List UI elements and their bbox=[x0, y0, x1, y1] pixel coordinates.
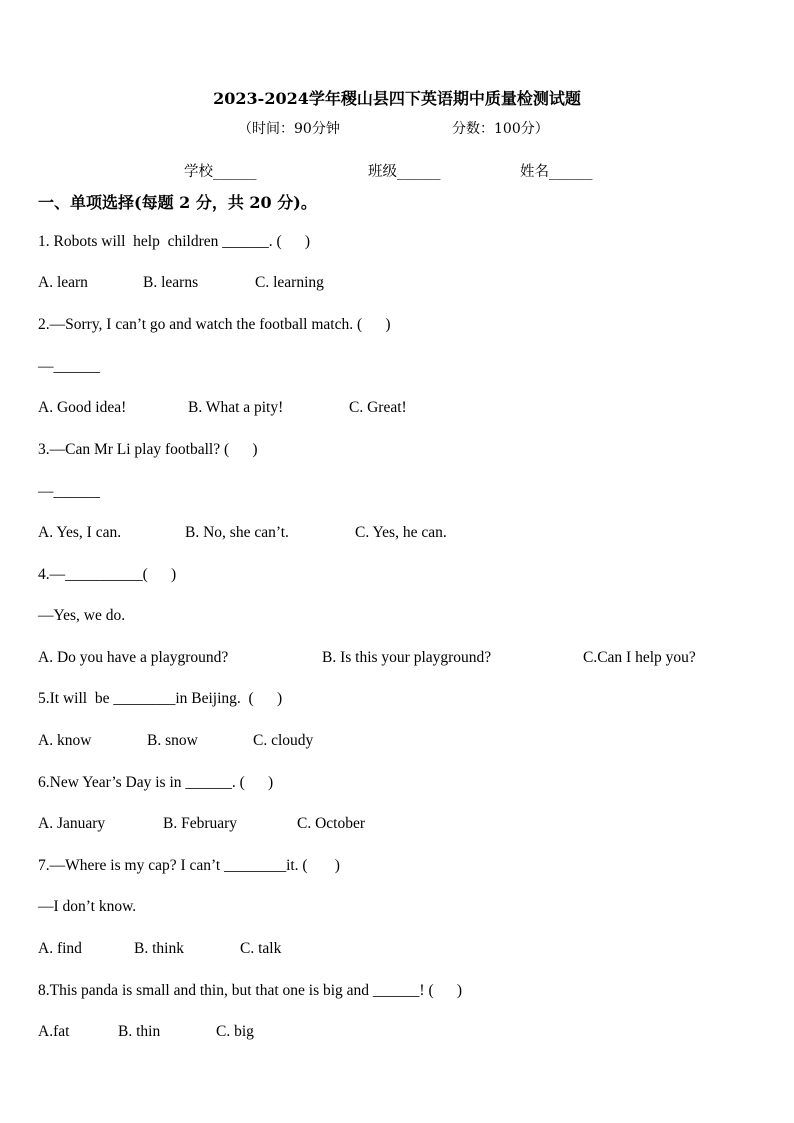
question-7-option-b: B. think bbox=[134, 940, 184, 957]
page-title: 2023-2024学年稷山县四下英语期中质量检测试题 bbox=[213, 89, 581, 108]
question-3-stem: 3.—Can Mr Li play football? ( ) bbox=[38, 441, 258, 458]
question-1-option-b: B. learns bbox=[143, 274, 199, 291]
question-8-option-c: C. big bbox=[216, 1023, 254, 1040]
question-8-option-a: A.fat bbox=[38, 1023, 70, 1040]
class-field: 班级______ bbox=[368, 164, 441, 180]
question-7-option-c: C. talk bbox=[240, 940, 282, 957]
question-6-option-a: A. January bbox=[38, 815, 106, 832]
question-2-option-b: B. What a pity! bbox=[188, 399, 284, 416]
question-7-option-a: A. find bbox=[38, 940, 82, 957]
question-6-stem: 6.New Year’s Day is in ______. ( ) bbox=[38, 774, 274, 791]
question-4-option-a: A. Do you have a playground? bbox=[38, 649, 229, 666]
question-5-option-a: A. know bbox=[38, 732, 92, 749]
question-8-stem: 8.This panda is small and thin, but that one is big and ______! ( ) bbox=[38, 982, 463, 999]
question-1-option-a: A. learn bbox=[38, 274, 88, 291]
question-4-answer-line: —Yes, we do. bbox=[38, 607, 126, 624]
question-7-answer-line: —I don’t know. bbox=[38, 898, 137, 915]
exam-score: 分数：100分） bbox=[452, 121, 549, 137]
exam-time: （时间：90分钟 bbox=[238, 121, 340, 137]
question-1-stem: 1. Robots will help children ______. ( ) bbox=[38, 233, 311, 250]
section-heading: 一、单项选择(每题 2 分，共 20 分)。 bbox=[38, 193, 317, 212]
question-5-stem: 5.It will be ________in Beijing. ( ) bbox=[38, 690, 283, 707]
question-3-answer-line: —______ bbox=[38, 483, 100, 500]
question-2-option-a: A. Good idea! bbox=[38, 399, 127, 416]
school-field: 学校______ bbox=[184, 164, 257, 180]
name-field: 姓名______ bbox=[520, 164, 593, 180]
question-6-option-c: C. October bbox=[297, 815, 366, 832]
question-4-stem: 4.—__________( ) bbox=[38, 566, 177, 583]
question-6-option-b: B. February bbox=[163, 815, 238, 832]
question-1-option-c: C. learning bbox=[255, 274, 324, 291]
question-3-option-c: C. Yes, he can. bbox=[355, 524, 447, 541]
question-3-option-b: B. No, she can’t. bbox=[185, 524, 289, 541]
question-7-stem: 7.—Where is my cap? I can’t ________it. ( ) bbox=[38, 857, 340, 874]
question-4-option-b: B. Is this your playground? bbox=[322, 649, 492, 666]
question-4-option-c: C.Can I help you? bbox=[583, 649, 696, 666]
question-5-option-c: C. cloudy bbox=[253, 732, 314, 749]
question-3-option-a: A. Yes, I can. bbox=[38, 524, 122, 541]
question-8-option-b: B. thin bbox=[118, 1023, 161, 1040]
question-2-stem: 2.—Sorry, I can’t go and watch the football match. ( ) bbox=[38, 316, 391, 333]
question-5-option-b: B. snow bbox=[147, 732, 198, 749]
question-2-answer-line: —______ bbox=[38, 358, 100, 375]
question-2-option-c: C. Great! bbox=[349, 399, 407, 416]
